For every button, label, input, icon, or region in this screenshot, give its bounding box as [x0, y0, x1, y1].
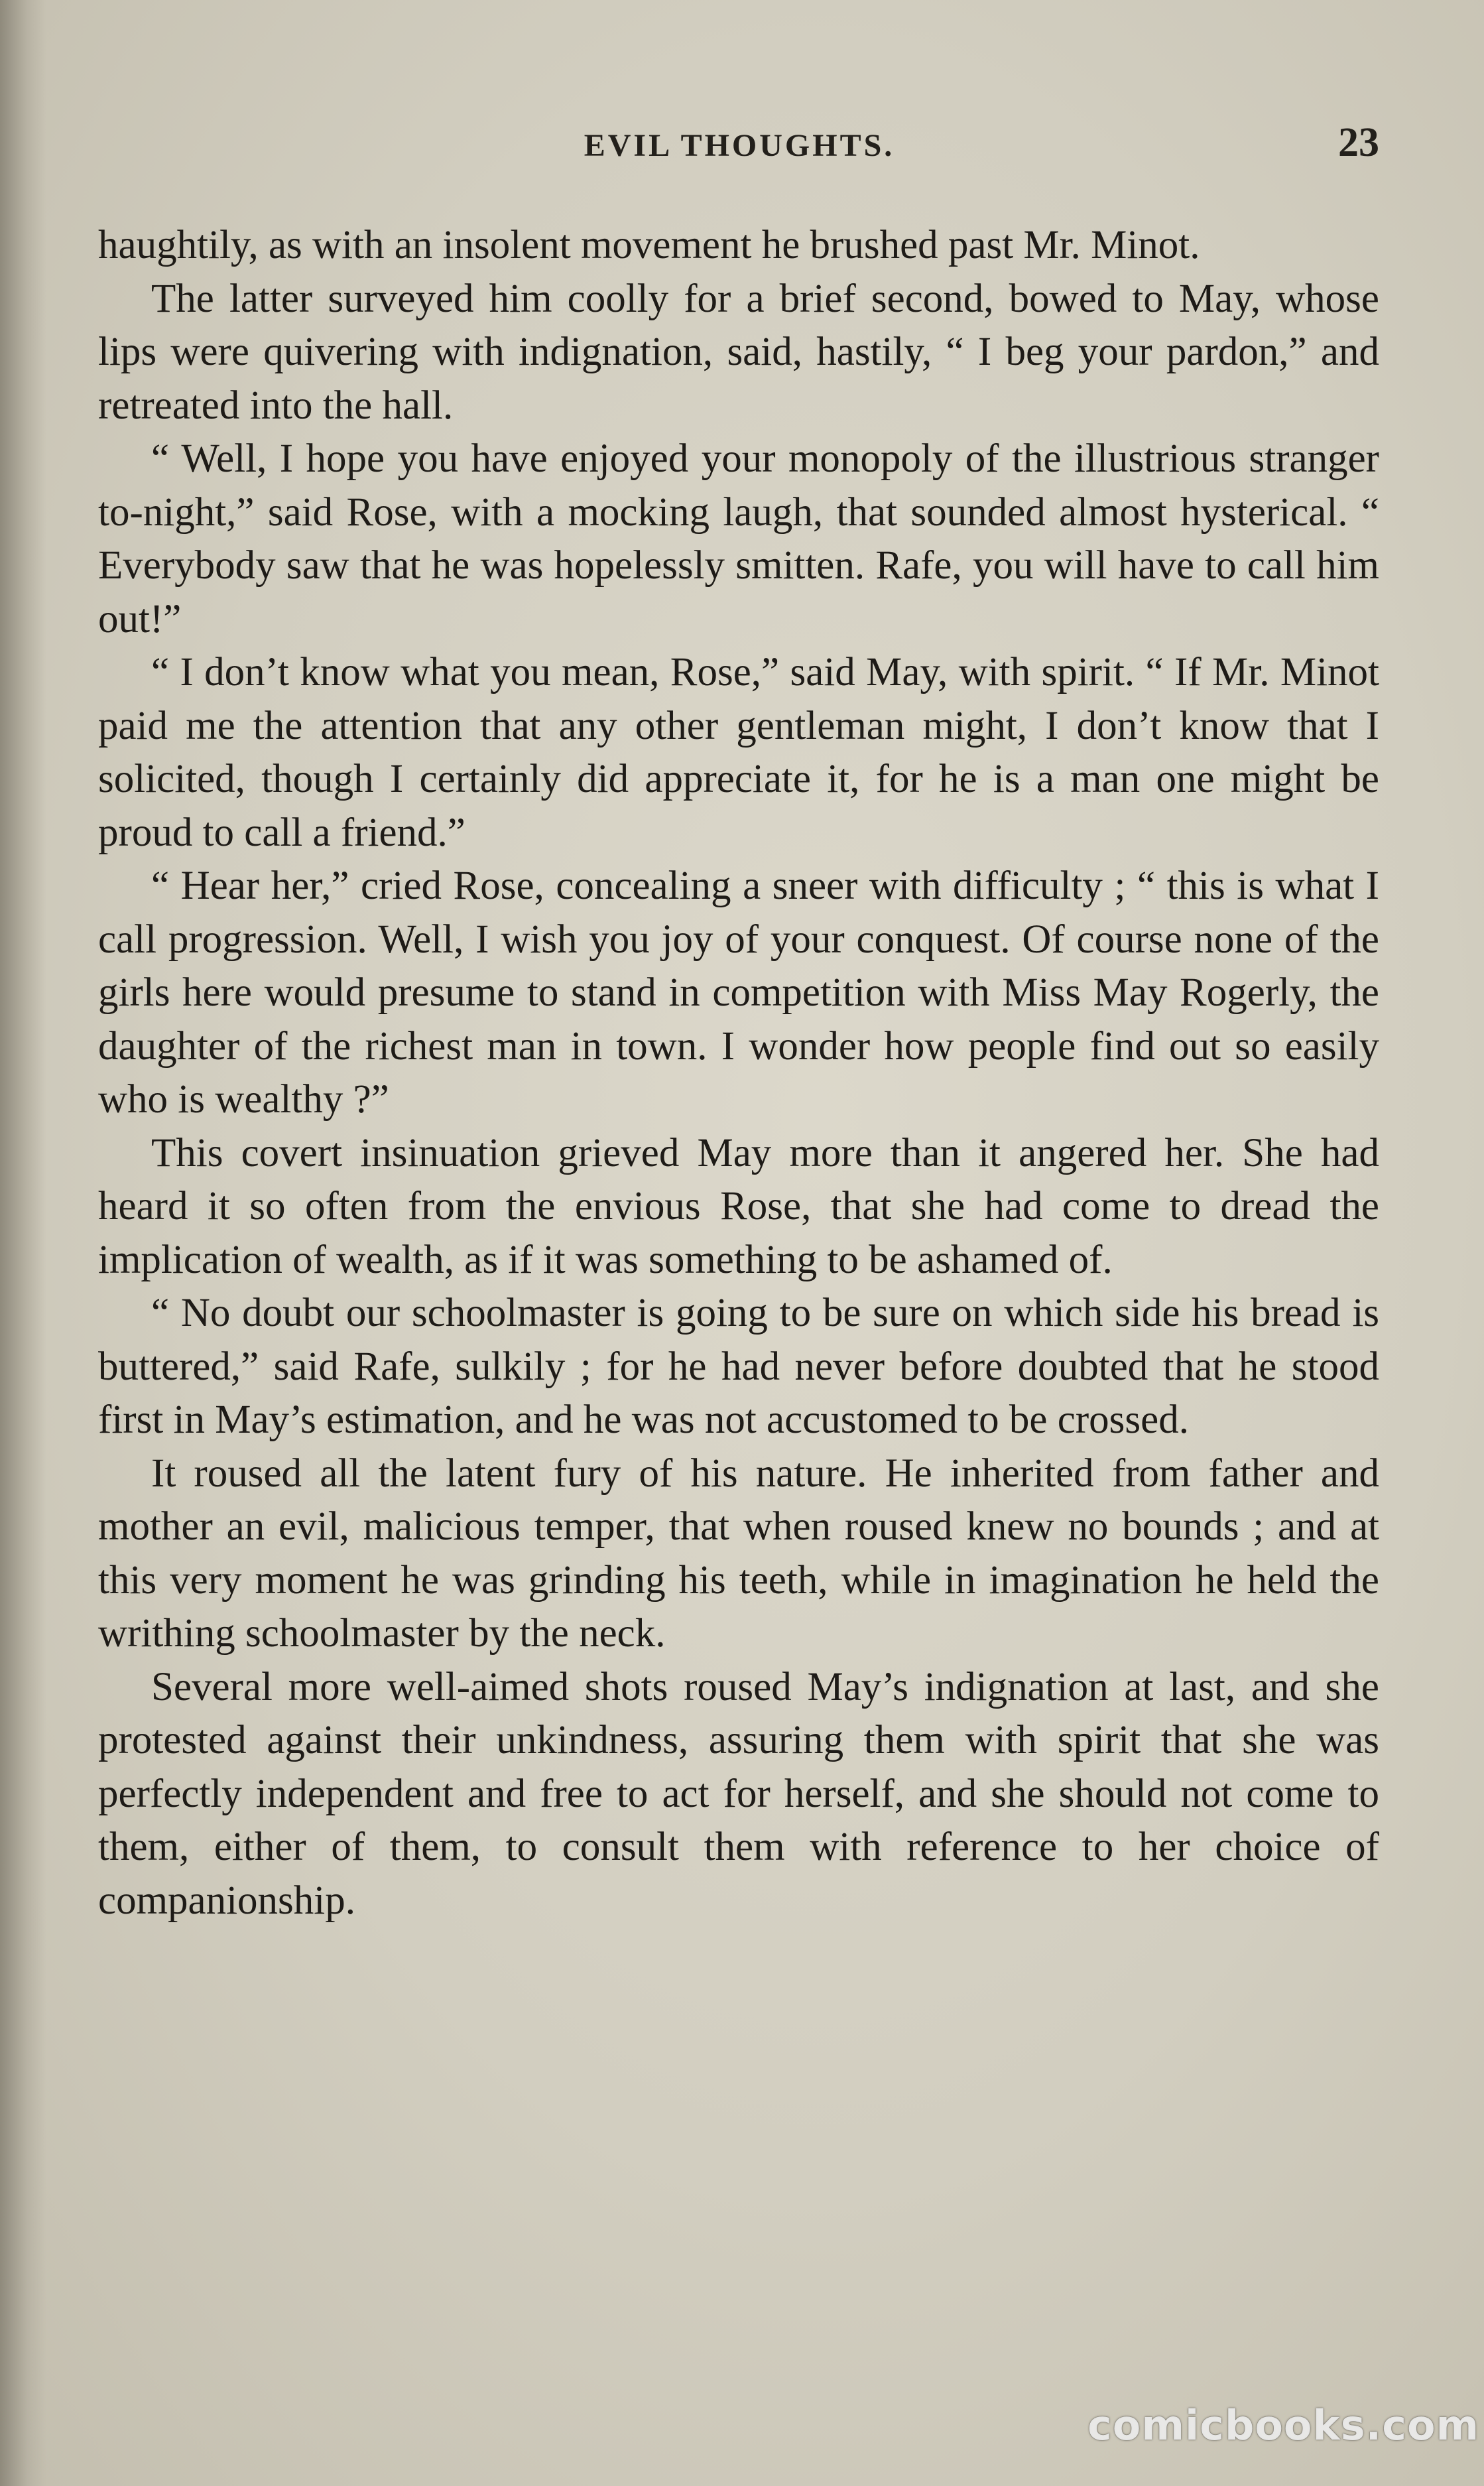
- page-header: [99, 113, 1379, 172]
- body-text: [98, 219, 1379, 1928]
- paragraph: “ Well, I hope you have enjoyed your monopoly of the illustrious stranger to-night,” said Rose, with a mocking laugh, that sounded almost hysterical. “ Everybody saw that he was hopelessly smitten. Rafe, you will have to call him out!”: [98, 436, 1379, 641]
- paragraph: “ No doubt our schoolmaster is going to be sure on which side his bread is buttered,” said Rafe, sulkily ; for he had never before doubted that he stood first in May’s estimation, and he was not accustomed to be crossed.: [98, 1291, 1379, 1442]
- paragraph: “ Hear her,” cried Rose, concealing a sneer with difficulty ; “ this is what I call progression. Well, I wish you joy of your conquest. Of course none of the girls here would presume to stand in competition with Miss May Rogerly, the daughter of the richest man in town. I wonder how people find out so easily who is wealthy ?”: [98, 864, 1379, 1122]
- paragraph: “ I don’t know what you mean, Rose,” said May, with spirit. “ If Mr. Minot paid me the attention that any other gentleman might, I don’t know that I solicited, though I certainly did appreciate it, for he is a man one might be proud to call a friend.”: [98, 650, 1379, 855]
- paragraph: It roused all the latent fury of his nature. He inherited from father and mother an evil, malicious temper, that when roused knew no bounds ; and at this very moment he was grinding his teeth, while in imagination he held the writhing schoolmaster by the neck.: [98, 1451, 1379, 1656]
- running-head: EVIL THOUGHTS.: [584, 128, 895, 163]
- paragraph: Several more well-aimed shots roused May’s indignation at last, and she protested against their unkindness, assuring them with spirit that she was perfectly independent and free to act for herself, and she should not come to them, either of them, to consult them with reference to her choice of companionship.: [98, 1664, 1379, 1923]
- watermark: comicbooks.com: [1087, 2401, 1480, 2450]
- page-number: 23: [1338, 120, 1379, 165]
- paragraph: This covert insinuation grieved May more than it angered her. She had heard it so often from the envious Rose, that she had come to dread the implication of wealth, as if it was something to be ashamed of.: [98, 1130, 1379, 1282]
- binding-shadow: [0, 0, 46, 2486]
- paragraph: haughtily, as with an insolent movement he brushed past Mr. Minot.: [98, 223, 1200, 267]
- paragraph: The latter surveyed him coolly for a brief second, bowed to May, whose lips were quivering with indignation, said, hastily, “ I beg your pardon,” and retreated into the hall.: [98, 276, 1379, 428]
